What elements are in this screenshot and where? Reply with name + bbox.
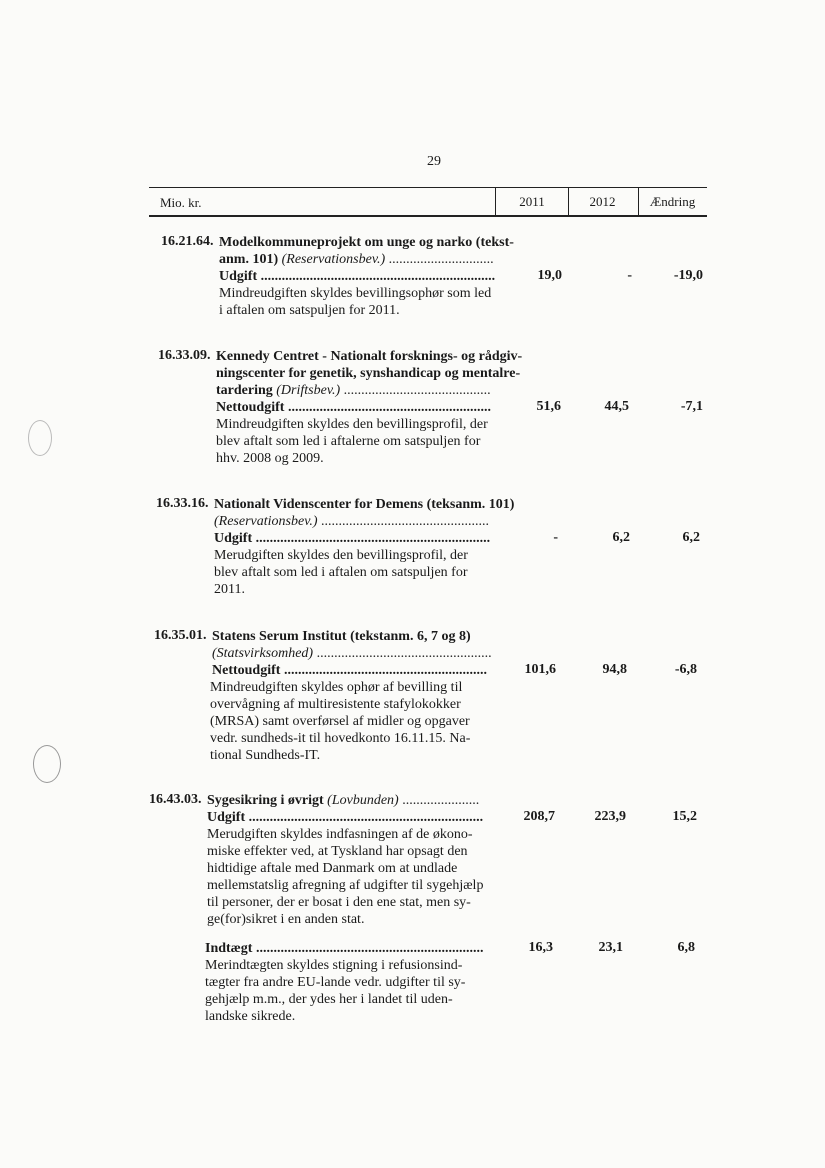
value-2012: - <box>627 268 632 283</box>
note-line: tægter fra andre EU-lande vedr. udgifter til sy- <box>205 975 466 990</box>
value-2012: 94,8 <box>602 662 627 677</box>
value-change: -19,0 <box>673 268 703 283</box>
header-col-2012: 2012 <box>567 188 639 215</box>
note-line: i aftalen om satspuljen for 2011. <box>219 303 400 318</box>
punch-hole-mark <box>28 420 52 456</box>
value-2011: 19,0 <box>537 268 562 283</box>
note-line: hidtidige aftale med Danmark om at undlade <box>207 861 458 876</box>
explanation-note <box>210 679 490 764</box>
value-2011: 51,6 <box>536 399 561 414</box>
leader-dots: .......................................................... <box>287 400 491 415</box>
leader-dots: .................................................. <box>316 646 492 661</box>
note-line: til personer, der er bosat i den ene stat, men sy- <box>207 895 471 910</box>
title-line: tardering <box>216 383 273 398</box>
punch-hole-mark <box>33 745 61 783</box>
explanation-note <box>214 547 492 598</box>
leader-dots: ................................................ <box>321 514 490 529</box>
value-change: -7,1 <box>680 399 703 414</box>
account-number: 16.33.16. <box>156 496 209 511</box>
value-2012: 44,5 <box>604 399 629 414</box>
title-line: Modelkommuneprojekt om unge og narko (tekst- <box>219 235 514 250</box>
header-unit: Mio. kr. <box>160 195 202 210</box>
value-2012: 23,1 <box>598 940 623 955</box>
appropriation-type: (Lovbunden) <box>327 793 399 808</box>
title-line: Nationalt Videnscenter for Demens (teksanm. 101) <box>214 497 515 512</box>
value-change: 15,2 <box>672 809 697 824</box>
note-line: Mindreudgiften skyldes bevillingsophør som led <box>219 286 492 301</box>
note-line: ge(for)sikret i en anden stat. <box>207 912 365 927</box>
value-2011: - <box>553 530 558 545</box>
value-2011: 208,7 <box>523 809 555 824</box>
title-line: Sygesikring i øvrigt <box>207 793 324 808</box>
leader-dots: ................................................................... <box>248 810 484 825</box>
note-line: vedr. sundheds-it til hovedkonto 16.11.15. Na- <box>210 731 471 746</box>
header-col-2011: 2011 <box>495 188 569 215</box>
line-label: Nettoudgift <box>212 663 281 678</box>
explanation-note <box>216 416 494 467</box>
note-line: miske effekter ved, at Tyskland har opsagt den <box>207 844 468 859</box>
line-label: Udgift <box>207 810 246 825</box>
note-line: blev aftalt som led i aftalerne om satspuljen for <box>216 434 481 449</box>
note-line: Merudgiften skyldes indfasningen af de økono- <box>207 827 473 842</box>
header-col-change: Ændring <box>649 194 696 209</box>
table-header <box>149 187 707 217</box>
line-label: Nettoudgift <box>216 400 285 415</box>
account-number: 16.43.03. <box>149 792 202 807</box>
note-line: Mindreudgiften skyldes den bevillingsprofil, der <box>216 417 488 432</box>
line-label: Indtægt <box>205 941 253 956</box>
note-line: hhv. 2008 og 2009. <box>216 451 324 466</box>
value-2012: 223,9 <box>594 809 626 824</box>
note-line: tional Sundheds-IT. <box>210 748 321 763</box>
account-number: 16.35.01. <box>154 628 207 643</box>
note-line: gehjælp m.m., der ydes her i landet til uden- <box>205 992 453 1007</box>
note-line: overvågning af multiresistente stafylokokker <box>210 697 461 712</box>
explanation-note <box>207 826 489 928</box>
leader-dots: .......................................................... <box>283 663 487 678</box>
leader-dots: ................................................................... <box>260 269 496 284</box>
title-line: Statens Serum Institut (tekstanm. 6, 7 og 8) <box>212 629 471 644</box>
leader-dots: .......................................... <box>343 383 491 398</box>
note-line: Mindreudgiften skyldes ophør af bevilling til <box>210 680 463 695</box>
value-2012: 6,2 <box>612 530 630 545</box>
account-number: 16.33.09. <box>158 348 211 363</box>
appropriation-type: (Reservationsbev.) <box>214 514 318 529</box>
note-line: mellemstatslig afregning af udgifter til sygehjælp <box>207 878 484 893</box>
line-label: Udgift <box>214 531 253 546</box>
appropriation-type: (Driftsbev.) <box>276 383 341 398</box>
appropriation-type: (Statsvirksomhed) <box>212 646 314 661</box>
page-number: 29 <box>427 154 441 169</box>
value-change: -6,8 <box>674 662 697 677</box>
explanation-note <box>219 285 495 319</box>
note-line: (MRSA) samt overførsel af midler og opgaver <box>210 714 470 729</box>
line-label: Udgift <box>219 269 258 284</box>
note-line: 2011. <box>214 582 245 597</box>
title-line: ningscenter for genetik, synshandicap og mentalre- <box>216 366 521 381</box>
account-number: 16.21.64. <box>161 234 214 249</box>
title-line: Kennedy Centret - Nationalt forsknings- og rådgiv- <box>216 349 523 364</box>
value-change: 6,8 <box>677 940 695 955</box>
value-change: 6,2 <box>682 530 700 545</box>
leader-dots: ................................................................... <box>255 531 491 546</box>
explanation-note <box>205 957 487 1025</box>
leader-dots: ...................... <box>402 793 480 808</box>
note-line: landske sikrede. <box>205 1009 296 1024</box>
value-2011: 101,6 <box>524 662 556 677</box>
title-line: anm. 101) <box>219 252 279 267</box>
note-line: Merudgiften skyldes den bevillingsprofil, der <box>214 548 468 563</box>
leader-dots: ................................................................. <box>255 941 484 956</box>
appropriation-type: (Reservationsbev.) <box>281 252 386 267</box>
leader-dots: .............................. <box>388 252 494 267</box>
note-line: Merindtægten skyldes stigning i refusionsind- <box>205 958 463 973</box>
value-2011: 16,3 <box>528 940 553 955</box>
note-line: blev aftalt som led i aftalen om satspuljen for <box>214 565 468 580</box>
